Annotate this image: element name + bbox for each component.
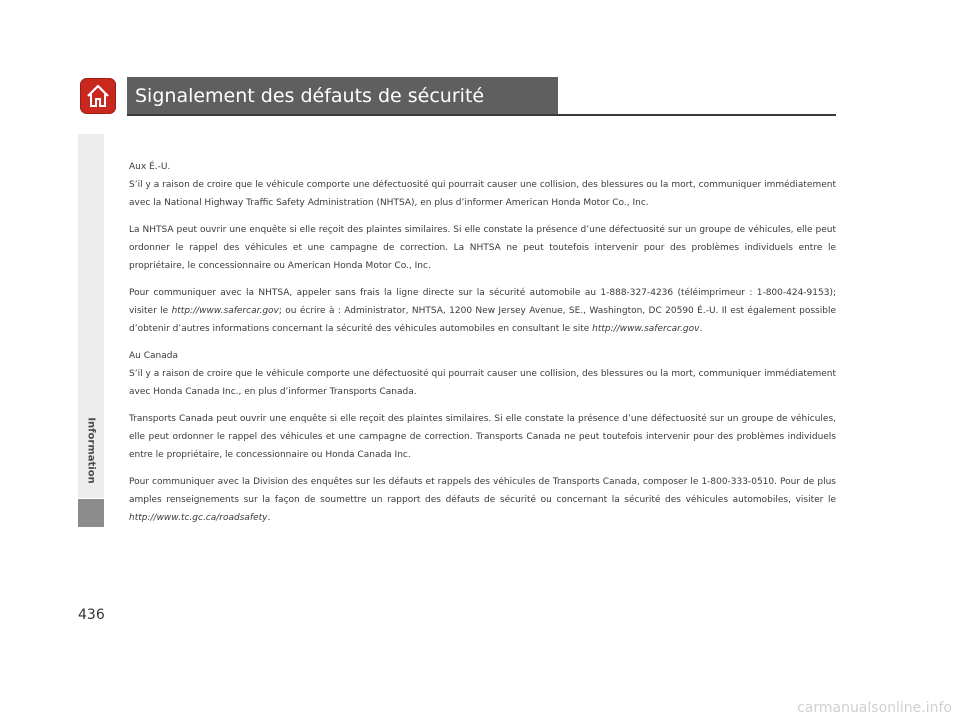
region-heading-usa: Aux É.-U. xyxy=(129,162,171,172)
paragraph-canada-2: Transports Canada peut ouvrir une enquête si elle reçoit des plaintes similaires. Si elle constate la présence d’une défectuosité sur un groupe de véhicules, elle peut ordonner le rappel des véhicules et une campagne de correction. Transports Canada ne peut toutefois intervenir pour des problèmes individuels entre le propriétaire, le concessionnaire ou Honda Canada Inc. xyxy=(129,414,836,460)
home-icon xyxy=(85,83,111,109)
main-content xyxy=(129,158,836,536)
transport-canada-link[interactable]: http://www.tc.gc.ca/roadsafety xyxy=(129,513,268,523)
page-number: 436 xyxy=(78,607,105,623)
watermark: carmanualsonline.info xyxy=(797,700,952,716)
region-heading-canada: Au Canada xyxy=(129,351,178,361)
side-tab-marker xyxy=(78,499,104,527)
paragraph-usa-3: Pour communiquer avec la NHTSA, appeler sans frais la ligne directe sur la sécurité automobile au 1-888-327-4236 (téléimprimeur : 1-800-424-9153); visiter le http://www.safercar.gov; ou écrire à : Administrator, NHTSA, 1200 New Jersey Avenue, SE., Washington, DC 20590 É.-U. Il est également possible d’obtenir d’autres informations concernant la sécurité des véhicules automobiles en consultant le site http://www.safercar.gov. xyxy=(129,288,836,334)
home-button[interactable] xyxy=(80,78,116,114)
page-title: Signalement des défauts de sécurité xyxy=(135,85,485,107)
title-bar xyxy=(127,77,558,114)
paragraph-canada-1: S’il y a raison de croire que le véhicule comporte une défectuosité qui pourrait causer une collision, des blessures ou la mort, communiquer immédiatement avec Honda Canada Inc., en plus d’informer Transports Canada. xyxy=(129,369,836,397)
side-tab-label: Information xyxy=(85,416,97,484)
side-tab-information[interactable] xyxy=(78,402,104,498)
paragraph-canada-3: Pour communiquer avec la Division des enquêtes sur les défauts et rappels des véhicules de Transports Canada, composer le 1-800-333-0510. Pour de plus amples renseignements sur la façon de soumettre un rapport des défauts de sécurité ou concernant la sécurité des véhicules automobiles, visiter le http://www.tc.gc.ca/roadsafety. xyxy=(129,477,836,523)
paragraph-usa-1: S’il y a raison de croire que le véhicule comporte une défectuosité qui pourrait causer une collision, des blessures ou la mort, communiquer immédiatement avec la National Highway Traffic Safety Administration (NHTSA), en plus d’informer American Honda Motor Co., Inc. xyxy=(129,180,836,208)
nhtsa-link-2[interactable]: http://www.safercar.gov xyxy=(592,324,700,334)
nhtsa-link[interactable]: http://www.safercar.gov xyxy=(171,306,279,316)
paragraph-usa-2: La NHTSA peut ouvrir une enquête si elle reçoit des plaintes similaires. Si elle constate la présence d’une défectuosité sur un groupe de véhicules, elle peut ordonner le rappel des véhicules et une campagne de correction. La NHTSA ne peut toutefois intervenir pour des problèmes individuels entre le propriétaire, le concessionnaire ou American Honda Motor Co., Inc. xyxy=(129,225,836,271)
title-divider xyxy=(127,114,836,116)
